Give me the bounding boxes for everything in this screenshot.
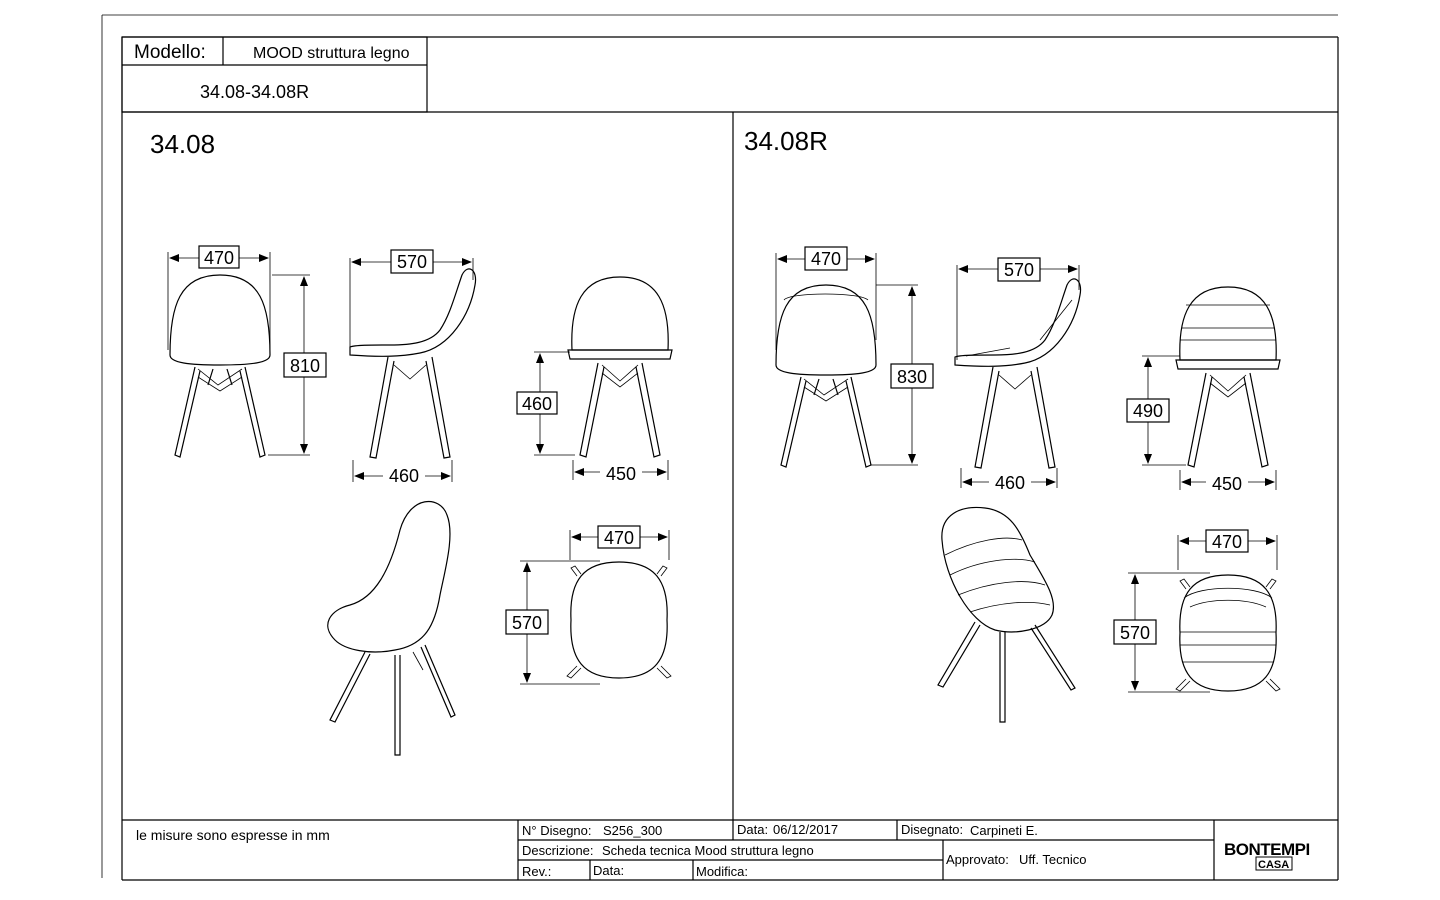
dim-top-depth-r: 570 [1119, 623, 1151, 643]
approved-by: Uff. Tecnico [1019, 852, 1087, 867]
description-label: Descrizione: [522, 843, 594, 858]
drawing-no: S256_300 [603, 823, 663, 838]
panel-title-34-08: 34.08 [150, 129, 216, 159]
top-view [506, 526, 671, 684]
header-block [122, 37, 427, 112]
dim-front-width-r: 470 [810, 249, 842, 269]
dim-leg-depth-r: 460 [994, 473, 1026, 493]
side-view [350, 250, 476, 487]
model-codes: 34.08-34.08R [200, 82, 310, 102]
dim-top-depth: 570 [511, 613, 543, 633]
modification-label: Modifica: [696, 864, 749, 879]
dim-seat-height-r: 490 [1132, 401, 1164, 421]
drawing-no-label: N° Disegno: [522, 823, 592, 838]
date-value: 06/12/2017 [773, 822, 839, 837]
top-view-r [1114, 530, 1280, 692]
revision-date-label: Data: [593, 863, 625, 878]
sheet-frame [102, 15, 1338, 880]
dim-front-width: 470 [203, 248, 235, 268]
panel-34-08R [744, 126, 1280, 722]
perspective-view-r [938, 507, 1075, 722]
units-note: le misure sono espresse in mm [136, 827, 330, 843]
title-block [136, 820, 1310, 880]
model-label: Modello: [134, 42, 206, 63]
description: Scheda tecnica Mood struttura legno [602, 843, 814, 858]
approved-label: Approvato: [946, 852, 1009, 867]
dim-seat-height: 460 [521, 394, 553, 414]
back-view [517, 277, 672, 484]
dim-top-width-r: 470 [1211, 532, 1243, 552]
date-label: Data: [737, 822, 769, 837]
back-view-r [1127, 287, 1280, 494]
perspective-view [328, 501, 455, 755]
drawn-label: Disegnato: [901, 822, 964, 837]
logo-bottom: CASA [1258, 859, 1290, 871]
bontempi-logo [1224, 840, 1310, 871]
side-view-r [955, 258, 1081, 494]
dim-side-depth-r: 570 [1003, 260, 1035, 280]
logo-top: BONTEMPI [1224, 840, 1310, 859]
dim-leg-width-r: 450 [1211, 474, 1243, 494]
dim-top-width: 470 [603, 528, 635, 548]
dim-side-depth: 570 [396, 252, 428, 272]
dim-height-r: 830 [896, 367, 928, 387]
dim-leg-width: 450 [605, 464, 637, 484]
panel-34-08 [150, 129, 672, 755]
front-view [168, 246, 326, 457]
panel-title-34-08R: 34.08R [744, 126, 828, 156]
revision-label: Rev.: [522, 864, 552, 879]
dim-height: 810 [289, 356, 321, 376]
front-view-r [776, 247, 933, 467]
dim-leg-depth: 460 [388, 466, 420, 486]
drawn-by: Carpineti E. [970, 823, 1038, 838]
model-name: MOOD struttura legno [253, 45, 410, 62]
